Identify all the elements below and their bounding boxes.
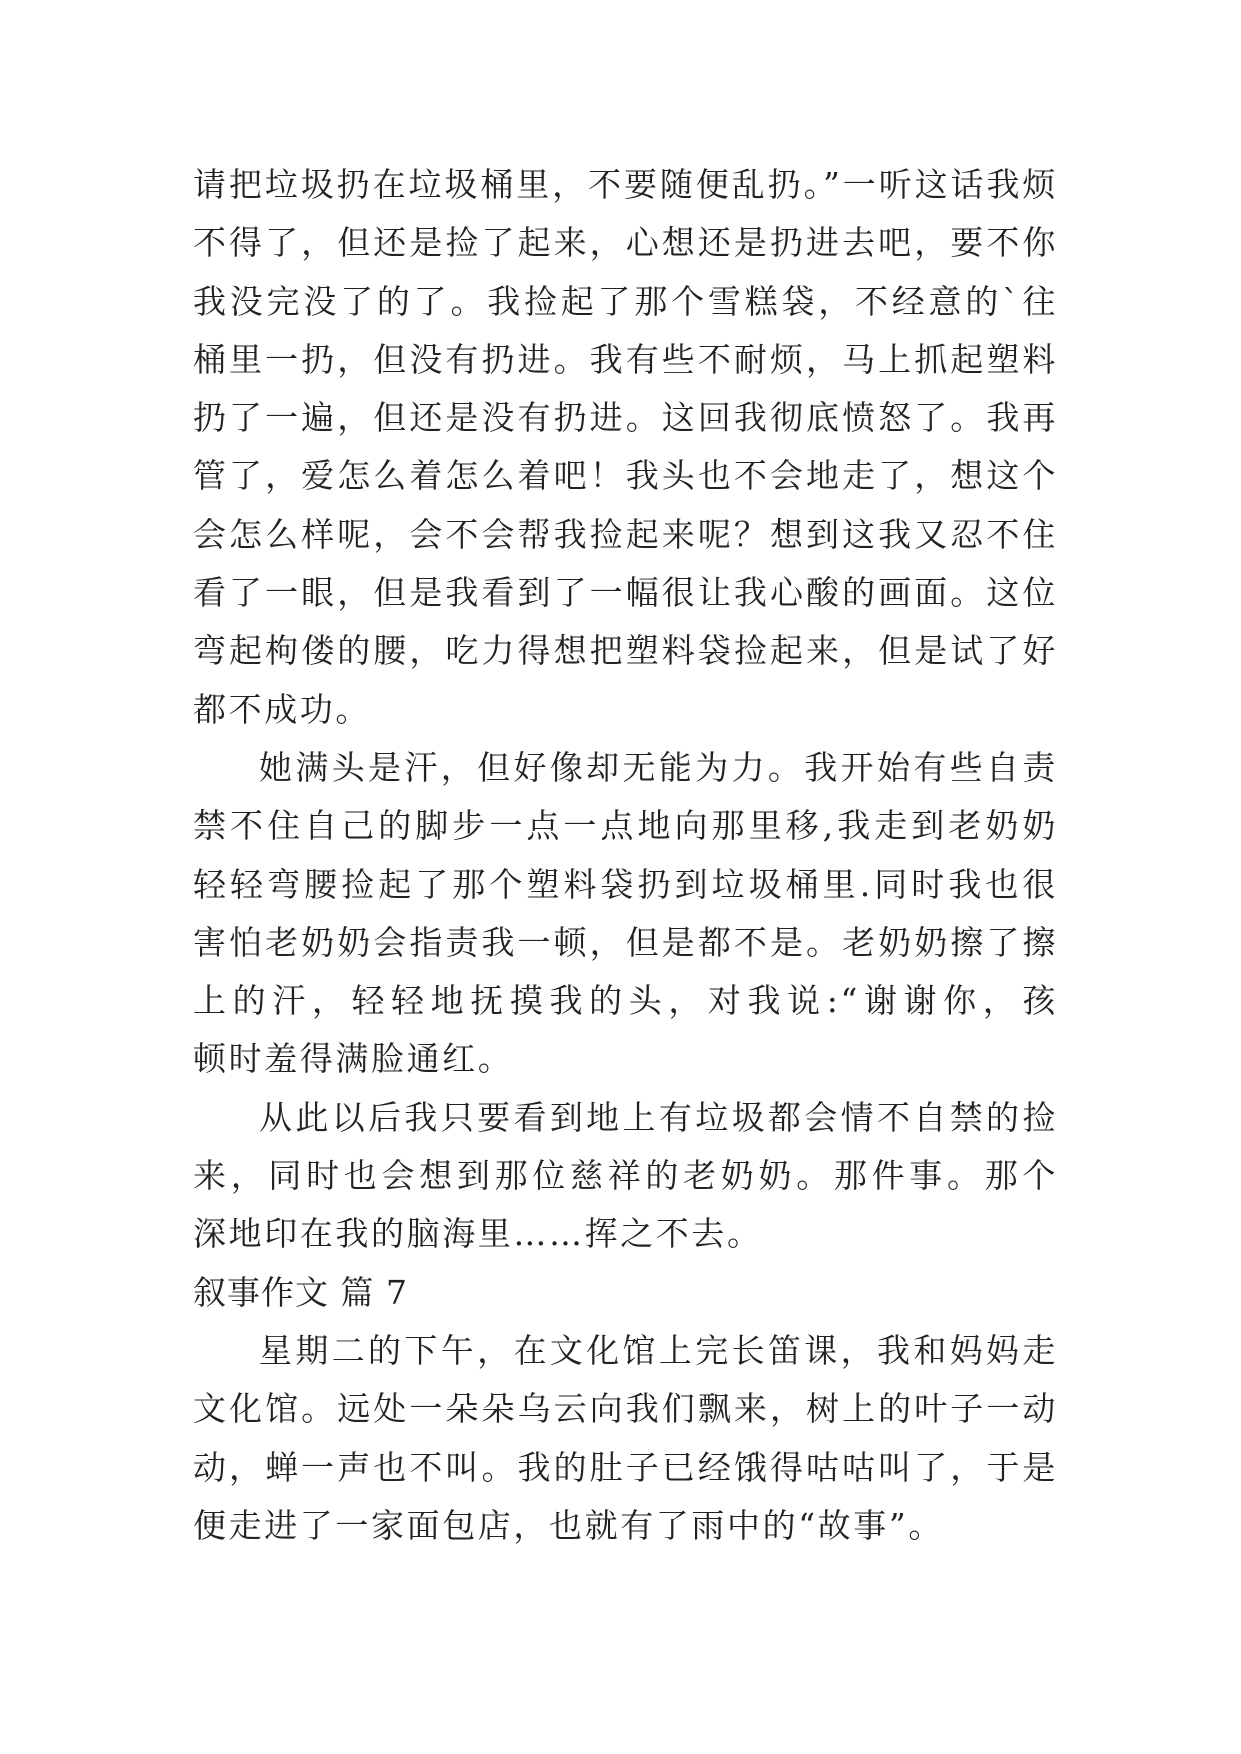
text-line: 深地印在我的脑海里……挥之不去。: [193, 1214, 763, 1254]
text-line: 不得了，但还是捡了起来，心想还是扔进去吧，要不你: [193, 223, 1058, 263]
text-line: 禁不住自己的脚步一点一点地向那里移,我走到老奶奶: [193, 806, 1058, 846]
document-body: [193, 156, 1058, 1555]
text-line: 星期二的下午，在文化馆上完长笛课，我和妈妈走: [259, 1330, 1058, 1370]
text-line: 动，蝉一声也不叫。我的肚子已经饿得咕咕叫了，于是: [193, 1447, 1058, 1487]
text-line: 扔了一遍，但还是没有扔进。这回我彻底愤怒了。我再: [193, 398, 1058, 438]
text-line: 文化馆。远处一朵朵乌云向我们飘来，树上的叶子一动: [193, 1389, 1058, 1429]
text-line: 管了，爱怎么着怎么着吧！我头也不会地走了，想这个: [193, 456, 1058, 496]
text-line: 会怎么样呢，会不会帮我捡起来呢？想到这我又忍不住: [193, 514, 1058, 554]
text-line: 她满头是汗，但好像却无能为力。我开始有些自责: [259, 747, 1058, 787]
text-line: 弯起枸偻的腰，吃力得想把塑料袋捡起来，但是试了好: [193, 631, 1058, 671]
text-line: 看了一眼，但是我看到了一幅很让我心酸的画面。这位: [193, 573, 1058, 613]
text-line: 上的汗，轻轻地抚摸我的头，对我说:“谢谢你，孩: [193, 981, 1058, 1021]
text-line: 害怕老奶奶会指责我一顿，但是都不是。老奶奶擦了擦: [193, 922, 1058, 962]
text-line: 桶里一扔，但没有扔进。我有些不耐烦，马上抓起塑料: [193, 339, 1058, 379]
text-line: 请把垃圾扔在垃圾桶里，不要随便乱扔。”一听这话我烦: [193, 165, 1058, 204]
section-heading: 叙事作文 篇 7: [193, 1272, 408, 1312]
text-line: 顿时羞得满脸通红。: [193, 1039, 514, 1079]
text-line: 从此以后我只要看到地上有垃圾都会情不自禁的捡: [259, 1097, 1058, 1137]
text-line: 轻轻弯腰捡起了那个塑料袋扔到垃圾桶里.同时我也很: [193, 864, 1058, 904]
text-line: 便走进了一家面包店，也就有了雨中的“故事”。: [193, 1505, 944, 1545]
text-line: 我没完没了的了。我捡起了那个雪糕袋，不经意的`往: [193, 281, 1058, 321]
text-line: 来，同时也会想到那位慈祥的老奶奶。那件事。那个: [193, 1156, 1058, 1196]
text-line: 都不成功。: [193, 689, 371, 729]
